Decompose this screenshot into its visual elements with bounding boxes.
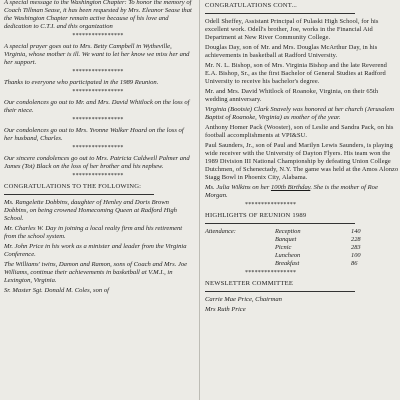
congrats-snavely: Virginia (Bootsie) Clark Snavely was honored at her church (Jerusalem Baptist of Roanoke, Virginia) as mother of the year. xyxy=(205,106,395,121)
star-separator: **************** xyxy=(72,89,124,95)
star-separator: **************** xyxy=(245,202,297,208)
condolence-whitlock: Our condolences go out to Mr. and Mrs. David Whitlock on the loss of their niece. xyxy=(4,99,190,114)
event-count: 86 xyxy=(351,260,358,267)
star-separator: **************** xyxy=(72,69,124,75)
congrats-day: Mr. Charles W. Day in joining a local realty firm and his retirement from the school system. xyxy=(4,225,183,240)
congrats-williams-twins: The Williams' twins, Damon and Ramon, sons of Coach and Mrs. Joe Williams, continue their achievements in basketball at V.M.I., in Lexington, Virginia. xyxy=(4,261,188,284)
event-name: Banquet xyxy=(275,236,297,243)
star-separator: **************** xyxy=(245,270,297,276)
thanks-message: Thanks to everyone who participated in the 1989 Reunion. xyxy=(4,79,159,86)
condolence-hoard: Our condolences go out to Mrs. Yvonne Walker Hoard on the loss of her husband, Charles. xyxy=(4,127,184,142)
event-count: 140 xyxy=(351,228,361,235)
star-separator: **************** xyxy=(72,173,124,179)
committee-chairman: Carrie Mae Price, Chairman xyxy=(205,296,282,303)
congrats-saunders: Paul Saunders, Jr., son of Paul and Marilyn Lewis Saunders, is playing wide receiver with the University of Dayton Flyers. His team won the 1989 Division III National Championship by defeating Union College Dutchmen, of Schenectady, N.Y. The game was held at the Amos Alonzo Stagg Bowl in Phoenix City, Alabama. xyxy=(205,142,399,181)
condolence-palmer-black: Our sincere condolences go out to Mrs. Patricia Caldwell Palmer and James (Tot) Black on the loss of her brother and his nephew. xyxy=(4,155,190,170)
congrats-coles: Sr. Master Sgt. Donald M. Coles, son of xyxy=(4,287,109,294)
right-column xyxy=(205,0,399,316)
heading-underline xyxy=(4,194,154,195)
wilkins-text-start: Ms. Julia Wilkins on her xyxy=(205,184,271,191)
attendance-row xyxy=(205,252,381,260)
committee-member: Mrs Ruth Price xyxy=(205,306,246,313)
prayer-message: A special prayer goes out to Mrs. Betty Campbell in Wytheville, Virginia, whose mother is ill. We want to let her know we miss her and her support. xyxy=(4,43,190,66)
congrats-dobbins: Ms. Rangelette Dobbins, daughter of Henley and Doris Brown Dobbins, on being crowned Homecoming Queen at Radford High School. xyxy=(4,199,177,222)
attendance-row xyxy=(205,236,381,244)
left-column xyxy=(4,0,192,297)
event-count: 283 xyxy=(351,244,361,251)
reunion-highlights-heading: HIGHLIGHTS OF REUNION 1989 xyxy=(205,212,307,219)
star-separator: **************** xyxy=(72,33,124,39)
heading-underline xyxy=(205,13,355,14)
event-count: 100 xyxy=(351,252,361,259)
attendance-table xyxy=(205,228,381,268)
attendance-row xyxy=(205,244,381,252)
congrats-wilkins xyxy=(205,184,399,200)
star-separator: **************** xyxy=(72,145,124,151)
event-count: 228 xyxy=(351,236,361,243)
attendance-row xyxy=(205,228,381,236)
heading-underline xyxy=(205,223,355,224)
newsletter-committee-heading: NEWSLETTER COMMITTEE xyxy=(205,280,294,287)
star-separator: **************** xyxy=(72,117,124,123)
wilkins-text-end: . She is the mother of Roe Morgan. xyxy=(205,184,378,199)
congrats-price: Mr. John Price in his work as a minister and leader from the Virginia Conference. xyxy=(4,243,187,258)
congrats-whitlock-anniversary: Mr. and Mrs. David Whitlock of Roanoke, Virginia, on their 65th wedding anniversary. xyxy=(205,88,379,103)
wilkins-birthday: 100th Birthday xyxy=(270,184,311,191)
event-name: Picnic xyxy=(275,244,292,251)
congrats-bishop: Mr. N. L. Bishop, son of Mrs. Virginia Bishop and the late Reverend E.A. Bishop, Sr., as the first Bachelor of General Studies at Radford University to receive his bachelor's degree. xyxy=(205,62,387,85)
congrats-sheffey: Odell Sheffey, Assistant Principal of Pulaski High School, for his excellent work. Odell's brother, Joe, works in the Financial Aid Department at New River Community College. xyxy=(205,18,379,41)
heading-underline xyxy=(205,291,355,292)
event-name: Luncheon xyxy=(275,252,301,259)
congratulations-cont-heading: CONGRATULATIONS CONT... xyxy=(205,2,298,9)
congrats-pack: Anthony Homer Pack (Wooster), son of Leslie and Sandra Pack, on his football accomplishments at VPI&SU. xyxy=(205,124,394,139)
attendance-label: Attendance: xyxy=(205,228,236,235)
event-name: Reception xyxy=(275,228,301,235)
congratulations-heading: CONGRATULATIONS TO THE FOLLOWING: xyxy=(4,183,142,190)
washington-chapter-message: A special message to the Washington Chapter: To honor the memory of Coach Tillman Sease, it has been requested by Mrs. Eleanor Sease that the Washington Chapter remain active because of his love and dedication to C.T.I. and this organization xyxy=(4,0,192,30)
column-divider xyxy=(199,0,200,400)
event-name: Breakfast xyxy=(275,260,300,267)
attendance-row xyxy=(205,260,381,268)
congrats-douglas-day: Douglas Day, son of Mr. and Mrs. Douglas McArthur Day, in his achievements in basketball at Radford University. xyxy=(205,44,378,59)
